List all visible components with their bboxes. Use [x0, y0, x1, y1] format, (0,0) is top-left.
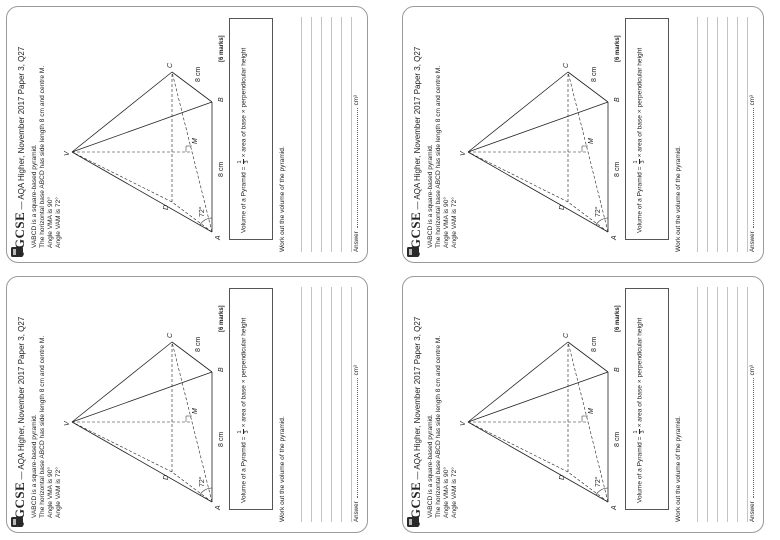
- instruction-text: Work out the volume of the pyramid.: [675, 146, 682, 252]
- question-statement: VABCD is a square-based pyramid. The horizontal base ABCD has side length 8 cm and centre M. Angle VMA is 90° Angle VAM is 72°: [31, 65, 62, 248]
- svg-text:B: B: [614, 367, 621, 372]
- svg-text:M: M: [588, 408, 595, 414]
- marks-label: [6 marks]: [219, 35, 225, 62]
- question-statement: VABCD is a square-based pyramid. The horizontal base ABCD has side length 8 cm and centre M. Angle VMA is 90° Angle VAM is 72°: [427, 65, 458, 248]
- source-label: AQA Higher, November 2017 Paper 3, Q27: [17, 46, 26, 200]
- svg-text:8 cm: 8 cm: [591, 336, 598, 352]
- svg-text:72°: 72°: [595, 476, 602, 487]
- pyramid-diagram: [458, 322, 623, 522]
- working-lines[interactable]: [292, 287, 352, 522]
- svg-text:8 cm: 8 cm: [195, 336, 202, 352]
- svg-text:C: C: [563, 332, 570, 338]
- card-content: [403, 7, 763, 262]
- svg-text:B: B: [218, 97, 225, 102]
- svg-text:C: C: [167, 332, 174, 338]
- svg-text:8 cm: 8 cm: [591, 66, 598, 82]
- answer-line[interactable]: Answercm³: [353, 365, 360, 522]
- svg-text:8 cm: 8 cm: [218, 161, 225, 177]
- card-content: [7, 277, 367, 532]
- card-header: 1GCSE — AQA Higher, November 2017 Paper 3, Q27: [408, 316, 423, 526]
- svg-text:8 cm: 8 cm: [614, 431, 621, 447]
- working-lines[interactable]: [688, 17, 748, 252]
- card-content: [7, 7, 367, 262]
- instruction-text: Work out the volume of the pyramid.: [279, 416, 286, 522]
- svg-text:D: D: [163, 204, 170, 210]
- answer-line[interactable]: Answercm³: [749, 365, 756, 522]
- svg-text:D: D: [163, 474, 170, 480]
- brand-label: GCSE: [408, 211, 423, 250]
- instruction-text: Work out the volume of the pyramid.: [675, 416, 682, 522]
- brand-label: GCSE: [12, 211, 27, 250]
- marks-label: [6 marks]: [615, 305, 621, 332]
- pyramid-diagram: [62, 322, 227, 522]
- source-label: AQA Higher, November 2017 Paper 3, Q27: [413, 316, 422, 470]
- svg-text:8 cm: 8 cm: [218, 431, 225, 447]
- answer-line[interactable]: Answercm³: [749, 95, 756, 252]
- svg-text:C: C: [563, 62, 570, 68]
- brand-label: GCSE: [12, 481, 27, 520]
- svg-text:M: M: [192, 138, 199, 144]
- formula-box: Volume of a Pyramid = 1 3 × area of base × perpendicular height: [625, 18, 669, 240]
- formula-box: Volume of a Pyramid = 1 3 × area of base × perpendicular height: [229, 288, 273, 510]
- svg-text:72°: 72°: [199, 476, 206, 487]
- formula-box: Volume of a Pyramid = 1 3 × area of base × perpendicular height: [229, 18, 273, 240]
- working-lines[interactable]: [688, 287, 748, 522]
- svg-text:A: A: [611, 505, 618, 510]
- svg-text:C: C: [167, 62, 174, 68]
- svg-text:V: V: [460, 151, 467, 156]
- card-content: [403, 277, 763, 532]
- svg-text:A: A: [611, 235, 618, 240]
- svg-text:V: V: [64, 151, 71, 156]
- marks-label: [6 marks]: [615, 35, 621, 62]
- card-header: 1GCSE — AQA Higher, November 2017 Paper 3, Q27: [12, 316, 27, 526]
- svg-text:A: A: [215, 235, 222, 240]
- svg-text:D: D: [559, 204, 566, 210]
- svg-text:B: B: [614, 97, 621, 102]
- marks-label: [6 marks]: [219, 305, 225, 332]
- pyramid-diagram: [62, 52, 227, 252]
- brand-label: GCSE: [408, 481, 423, 520]
- svg-text:A: A: [215, 505, 222, 510]
- svg-text:D: D: [559, 474, 566, 480]
- source-label: AQA Higher, November 2017 Paper 3, Q27: [413, 46, 422, 200]
- svg-text:V: V: [64, 421, 71, 426]
- svg-text:B: B: [218, 367, 225, 372]
- instruction-text: Work out the volume of the pyramid.: [279, 146, 286, 252]
- svg-text:72°: 72°: [595, 206, 602, 217]
- svg-text:72°: 72°: [199, 206, 206, 217]
- working-lines[interactable]: [292, 17, 352, 252]
- question-card-4: [402, 276, 764, 533]
- source-label: AQA Higher, November 2017 Paper 3, Q27: [17, 316, 26, 470]
- question-card-2: [402, 6, 764, 263]
- question-statement: VABCD is a square-based pyramid. The horizontal base ABCD has side length 8 cm and centre M. Angle VMA is 90° Angle VAM is 72°: [31, 335, 62, 518]
- card-header: 1GCSE — AQA Higher, November 2017 Paper 3, Q27: [408, 46, 423, 256]
- svg-text:M: M: [192, 408, 199, 414]
- svg-text:8 cm: 8 cm: [614, 161, 621, 177]
- formula-box: Volume of a Pyramid = 1 3 × area of base × perpendicular height: [625, 288, 669, 510]
- question-card-1: [6, 6, 368, 263]
- question-card-3: [6, 276, 368, 533]
- pyramid-diagram: [458, 52, 623, 252]
- svg-text:V: V: [460, 421, 467, 426]
- answer-line[interactable]: Answercm³: [353, 95, 360, 252]
- svg-text:M: M: [588, 138, 595, 144]
- question-statement: VABCD is a square-based pyramid. The horizontal base ABCD has side length 8 cm and centre M. Angle VMA is 90° Angle VAM is 72°: [427, 335, 458, 518]
- card-header: 1GCSE — AQA Higher, November 2017 Paper 3, Q27: [12, 46, 27, 256]
- svg-text:8 cm: 8 cm: [195, 66, 202, 82]
